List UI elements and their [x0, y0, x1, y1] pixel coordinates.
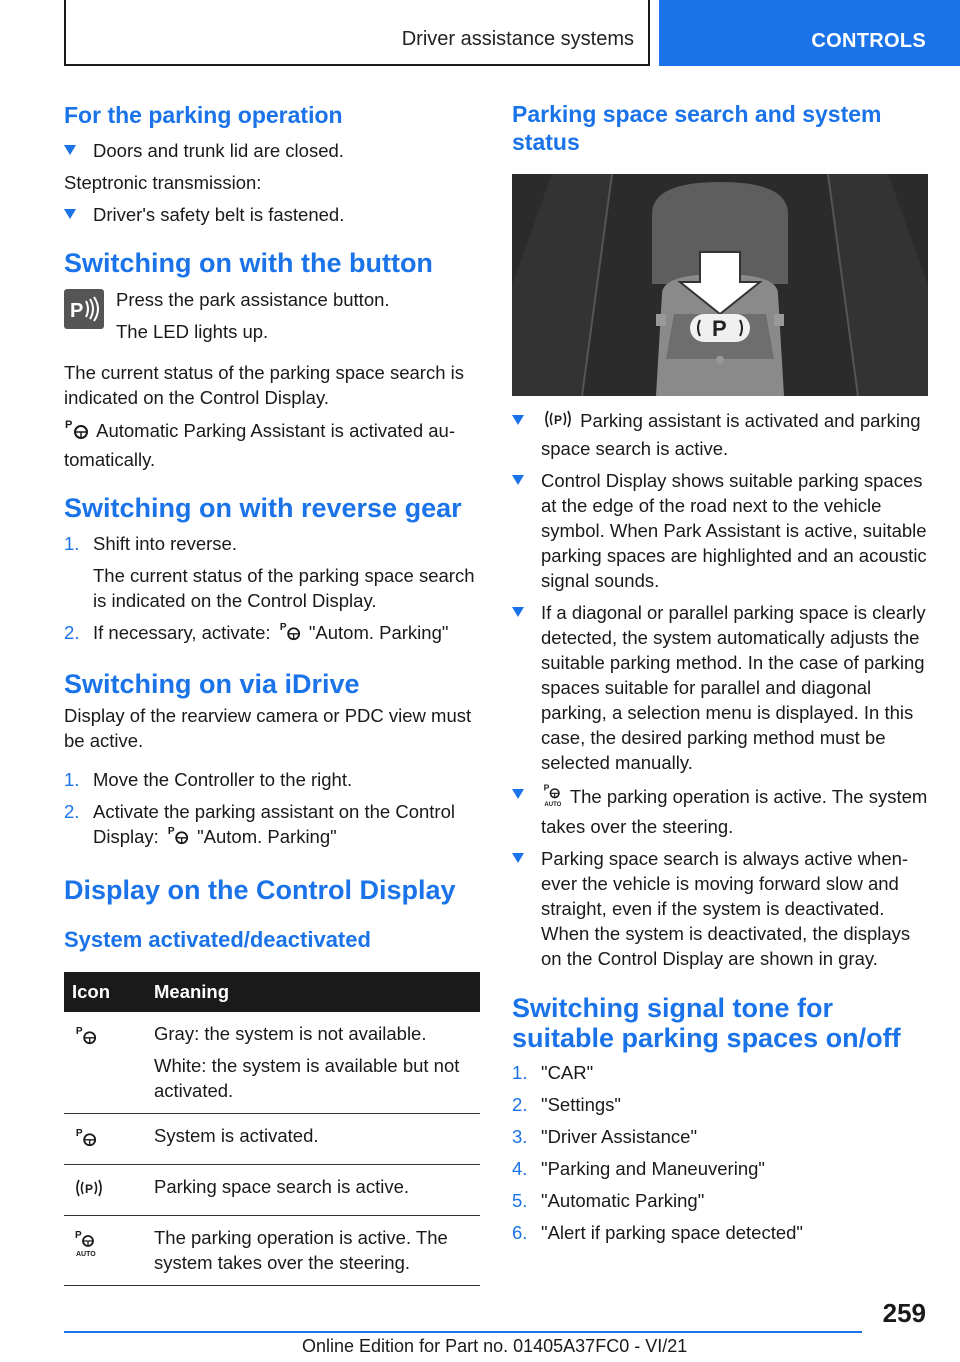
svg-text:P: P [65, 419, 73, 431]
parking-assistant-active-icon [72, 1128, 100, 1152]
footer-edition: Online Edition for Part no. 01405A37FC0 - VI/21 [302, 1336, 688, 1356]
instruction-line: Press the park assistance button. [116, 289, 390, 310]
table-row: P System is activated. [64, 1114, 480, 1165]
table-header-meaning: Meaning [146, 972, 480, 1012]
svg-text:AUTO: AUTO [76, 1251, 96, 1259]
status-paragraph: The current status of the parking space search is indicated on the Control Display. [64, 362, 465, 408]
list-item: Parking space search is always active whenever the vehicle is moving forward slow and straight, even if the system is deactivated. When the system is deactivated, the displays on the Control Display are shown in gray. [512, 846, 928, 971]
signal-tone-steps [512, 1060, 928, 1245]
list-item: 2. Activate the parking assistant on the Control Display: P "Autom. Parking" [64, 799, 480, 852]
steptronic-label: Steptronic transmission: [64, 172, 262, 193]
park-assist-button-icon [64, 289, 104, 329]
svg-text:P: P [279, 622, 287, 634]
parking-operation-auto-icon [72, 1230, 100, 1262]
list-item: 2. "Settings" [512, 1094, 621, 1116]
list-item: 4. "Parking and Maneuvering" [512, 1158, 765, 1180]
instruction-line: The LED lights up. [116, 321, 269, 342]
list-item: 5. "Automatic Parking" [512, 1190, 705, 1212]
header-chapter-tab [659, 0, 960, 66]
table-row: P Gray: the system is not available. White: the system is available but not activated. [64, 1012, 480, 1114]
section-title: Driver assistance systems [401, 28, 634, 50]
svg-text:P: P [75, 1128, 83, 1140]
heading-search-status: Parking space search and system status [512, 101, 882, 155]
parking-operation-list [64, 138, 480, 163]
icon-meaning-table [64, 972, 480, 1286]
list-item: P Parking assistant is activated and parking space search is active. [512, 408, 928, 461]
list-item: Control Display shows suitable parking spaces at the edge of the road next to the vehicle symbol. When Park Assistant is active, suitable parking spaces are highlighted and an acoustic signal sounds. [512, 468, 928, 593]
list-item: 3. "Driver Assistance" [512, 1126, 698, 1148]
heading-signal-tone: Switching signal tone for suitable parking spaces on/off [512, 993, 901, 1054]
parking-assistant-icon [64, 417, 92, 447]
svg-text:P: P [75, 1026, 83, 1038]
header-section-box [64, 0, 650, 66]
idrive-steps [64, 767, 480, 852]
heading-parking-operation: For the parking operation [64, 102, 343, 128]
heading-switch-reverse: Switching on with reverse gear [64, 493, 462, 523]
list-item: 1. Shift into reverse. The current status of the parking space search is indicated on the Control Display. [64, 533, 475, 611]
reverse-steps [64, 531, 480, 648]
svg-text:P: P [554, 413, 563, 428]
auto-note: P Automatic Parking Assistant is activated automatically. [64, 419, 455, 470]
chapter-title: CONTROLS [811, 30, 926, 52]
list-item: 1. Move the Controller to the right. [64, 769, 353, 791]
steptronic-list [64, 202, 480, 227]
bullet-triangle-icon [64, 145, 76, 155]
list-item: 2. If necessary, activate: P "Autom. Parking" [64, 620, 480, 648]
svg-text:P: P [70, 300, 84, 322]
left-column [64, 100, 480, 1286]
svg-text:P: P [167, 826, 175, 838]
parking-space-search-icon [72, 1182, 106, 1203]
list-item: 1. "CAR" [512, 1062, 594, 1084]
svg-text:AUTO: AUTO [544, 802, 562, 809]
parking-assistant-icon [276, 620, 304, 648]
page-number: 259 [882, 1298, 926, 1328]
heading-switch-idrive: Switching on via iDrive [64, 669, 360, 700]
bullet-triangle-icon [512, 789, 524, 799]
heading-switch-button: Switching on with the button [64, 248, 433, 278]
table-row: P AUTO The parking operation is active. The system takes over the steering. [64, 1216, 480, 1286]
bullet-triangle-icon [64, 209, 76, 219]
svg-text:P: P [85, 1182, 94, 1197]
list-item: P AUTO The parking operation is active. The system takes over the steering. [512, 782, 928, 839]
list-item: If a diagonal or parallel parking space is clearly detected, the system automatically adjusts the suitable parking method. In the case of parking spaces suitable for parallel and diagonal parking, a selection menu is displayed. In this case, the desired parking method must be selected manually. [512, 600, 928, 775]
table-row: P Parking space search is active. [64, 1165, 480, 1216]
idrive-intro: Display of the rearview camera or PDC view must be active. [64, 705, 472, 752]
button-instruction [64, 287, 480, 344]
table-header-icon: Icon [64, 972, 146, 1012]
svg-text:P: P [543, 782, 550, 793]
parking-assistant-gray-icon [72, 1026, 100, 1050]
bullet-triangle-icon [512, 475, 524, 485]
svg-text:P: P [712, 316, 727, 341]
search-status-list [512, 408, 928, 971]
parking-operation-auto-icon [541, 782, 565, 814]
bullet-triangle-icon [512, 607, 524, 617]
list-item: Driver's safety belt is fastened. [64, 202, 480, 227]
subheading-system-status: System activated/deactivated [64, 927, 371, 953]
parking-assistant-icon [164, 824, 192, 852]
bullet-triangle-icon [512, 415, 524, 425]
parking-space-search-icon [541, 408, 575, 436]
list-item: Doors and trunk lid are closed. [64, 138, 480, 163]
footer-divider [64, 1331, 862, 1333]
right-column [512, 100, 928, 1245]
parking-display-image [512, 174, 928, 396]
svg-text:P: P [75, 1230, 82, 1242]
heading-display: Display on the Control Display [64, 875, 456, 906]
bullet-triangle-icon [512, 853, 524, 863]
list-item: 6. "Alert if parking space detected" [512, 1222, 803, 1244]
